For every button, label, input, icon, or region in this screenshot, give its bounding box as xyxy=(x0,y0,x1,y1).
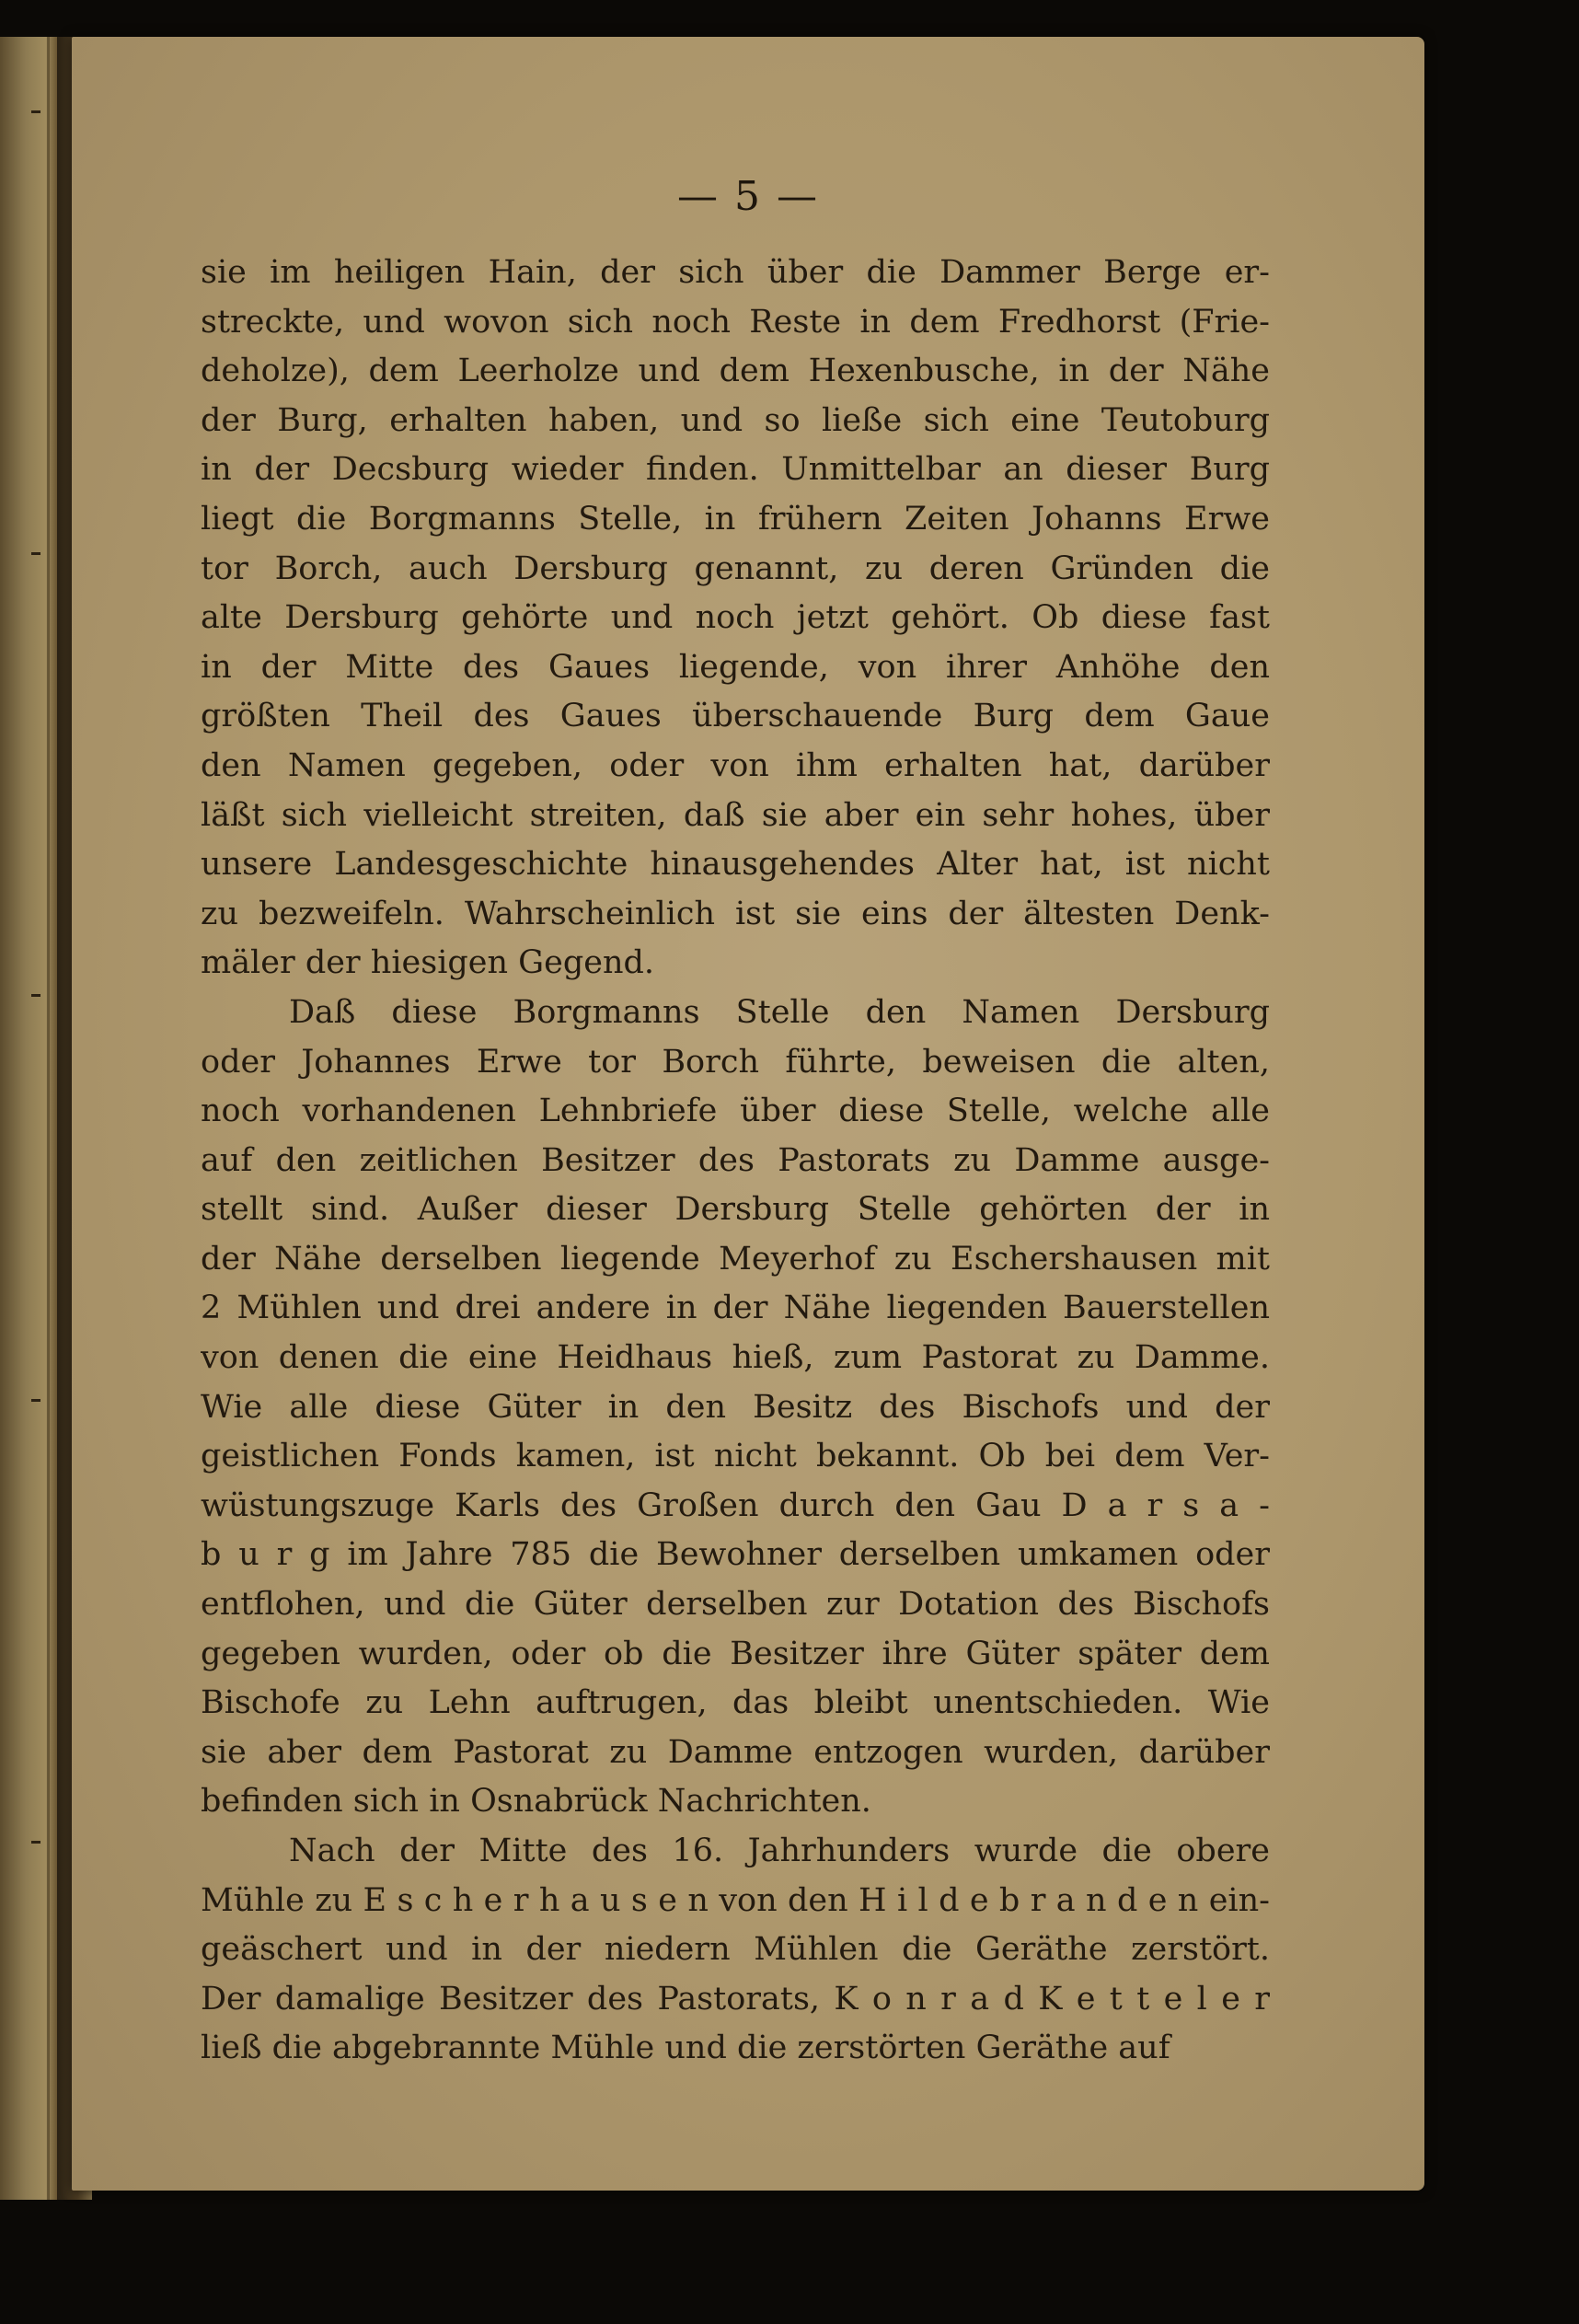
text-line: in der Decsburg wieder finden. Unmittelbar an dieser Burg xyxy=(201,451,1270,489)
text-line: geistlichen Fonds kamen, ist nicht bekannt. Ob bei dem Ver- xyxy=(201,1438,1270,1475)
page-edge-mark xyxy=(31,110,40,113)
text-line: geäschert und in der niedern Mühlen die Geräthe zerstört. xyxy=(201,1931,1270,1969)
text-line: gegeben wurden, oder ob die Besitzer ihre Güter später dem xyxy=(201,1635,1270,1672)
text-line: stellt sind. Außer dieser Dersburg Stelle gehörten der in xyxy=(201,1191,1270,1229)
text-line: entflohen, und die Güter derselben zur Dotation des Bischofs xyxy=(201,1586,1270,1624)
text-line: liegt die Borgmanns Stelle, in frühern Zeiten Johanns Erwe xyxy=(201,500,1270,538)
text-line: ließ die abgebrannte Mühle und die zerstörten Geräthe auf xyxy=(201,2029,1170,2067)
text-line: Wie alle diese Güter in den Besitz des Bischofs und der xyxy=(201,1388,1270,1426)
text-line: Nach der Mitte des 16. Jahrhunders wurde die obere xyxy=(289,1833,1270,1869)
text-line: 2 Mühlen und drei andere in der Nähe liegenden Bauerstellen xyxy=(201,1289,1270,1327)
text-line: läßt sich vielleicht streiten, daß sie aber ein sehr hohes, über xyxy=(201,796,1270,834)
text-line: streckte, und wovon sich noch Reste in dem Fredhorst (Frie- xyxy=(201,303,1270,341)
book-page xyxy=(72,37,1424,2191)
text-line: Daß diese Borgmanns Stelle den Namen Dersburg xyxy=(289,993,1270,1031)
text-line: Mühle zu E s c h e r h a u s e n von den H i l d e b r a n d e n ein- xyxy=(201,1881,1270,1919)
text-line: den Namen gegeben, oder von ihm erhalten hat, darüber xyxy=(201,746,1270,784)
body-text xyxy=(201,249,1270,2074)
left-page-edge xyxy=(0,37,57,2200)
text-line: alte Dersburg gehörte und noch jetzt gehört. Ob diese fast xyxy=(201,599,1270,637)
text-line: Bischofe zu Lehn auftrugen, das bleibt unentschieden. Wie xyxy=(201,1684,1270,1722)
paragraph xyxy=(201,989,1270,1827)
paragraph xyxy=(201,1827,1270,2074)
text-line: b u r g im Jahre 785 die Bewohner derselben umkamen oder xyxy=(201,1536,1270,1574)
text-line: Der damalige Besitzer des Pastorats, K o n r a d K e t t e l e r xyxy=(201,1980,1270,2018)
text-line: unsere Landesgeschichte hinausgehendes Alter hat, ist nicht xyxy=(201,846,1270,884)
text-line: sie im heiligen Hain, der sich über die Dammer Berge er- xyxy=(201,254,1270,291)
page-edge-mark xyxy=(31,1841,40,1844)
page-edge-mark xyxy=(31,552,40,555)
text-line: mäler der hiesigen Gegend. xyxy=(201,944,655,982)
text-line: der Burg, erhalten haben, und so ließe sich eine Teutoburg xyxy=(201,401,1270,439)
text-line: in der Mitte des Gaues liegende, von ihrer Anhöhe den xyxy=(201,648,1270,686)
text-line: noch vorhandenen Lehnbriefe über diese Stelle, welche alle xyxy=(201,1093,1270,1130)
page-number: — 5 — xyxy=(677,173,819,220)
paragraph xyxy=(201,249,1270,989)
text-line: sie aber dem Pastorat zu Damme entzogen wurden, darüber xyxy=(201,1733,1270,1771)
text-line: wüstungszuge Karls des Großen durch den Gau D a r s a - xyxy=(201,1486,1270,1524)
text-line: auf den zeitlichen Besitzer des Pastorats zu Damme ausge- xyxy=(201,1141,1270,1179)
page-edge-mark xyxy=(31,1399,40,1402)
text-line: zu bezweifeln. Wahrscheinlich ist sie eins der ältesten Denk- xyxy=(201,895,1270,932)
text-line: oder Johannes Erwe tor Borch führte, beweisen die alten, xyxy=(201,1043,1270,1081)
text-line: deholze), dem Leerholze und dem Hexenbusche, in der Nähe xyxy=(201,353,1270,390)
text-line: von denen die eine Heidhaus hieß, zum Pastorat zu Damme. xyxy=(201,1339,1270,1377)
text-line: der Nähe derselben liegende Meyerhof zu Eschershausen mit xyxy=(201,1240,1270,1278)
text-line: tor Borch, auch Dersburg genannt, zu deren Gründen die xyxy=(201,549,1270,587)
text-line: größten Theil des Gaues überschauende Burg dem Gaue xyxy=(201,698,1270,735)
page-edge-mark xyxy=(31,994,40,997)
text-line: befinden sich in Osnabrück Nachrichten. xyxy=(201,1783,871,1821)
